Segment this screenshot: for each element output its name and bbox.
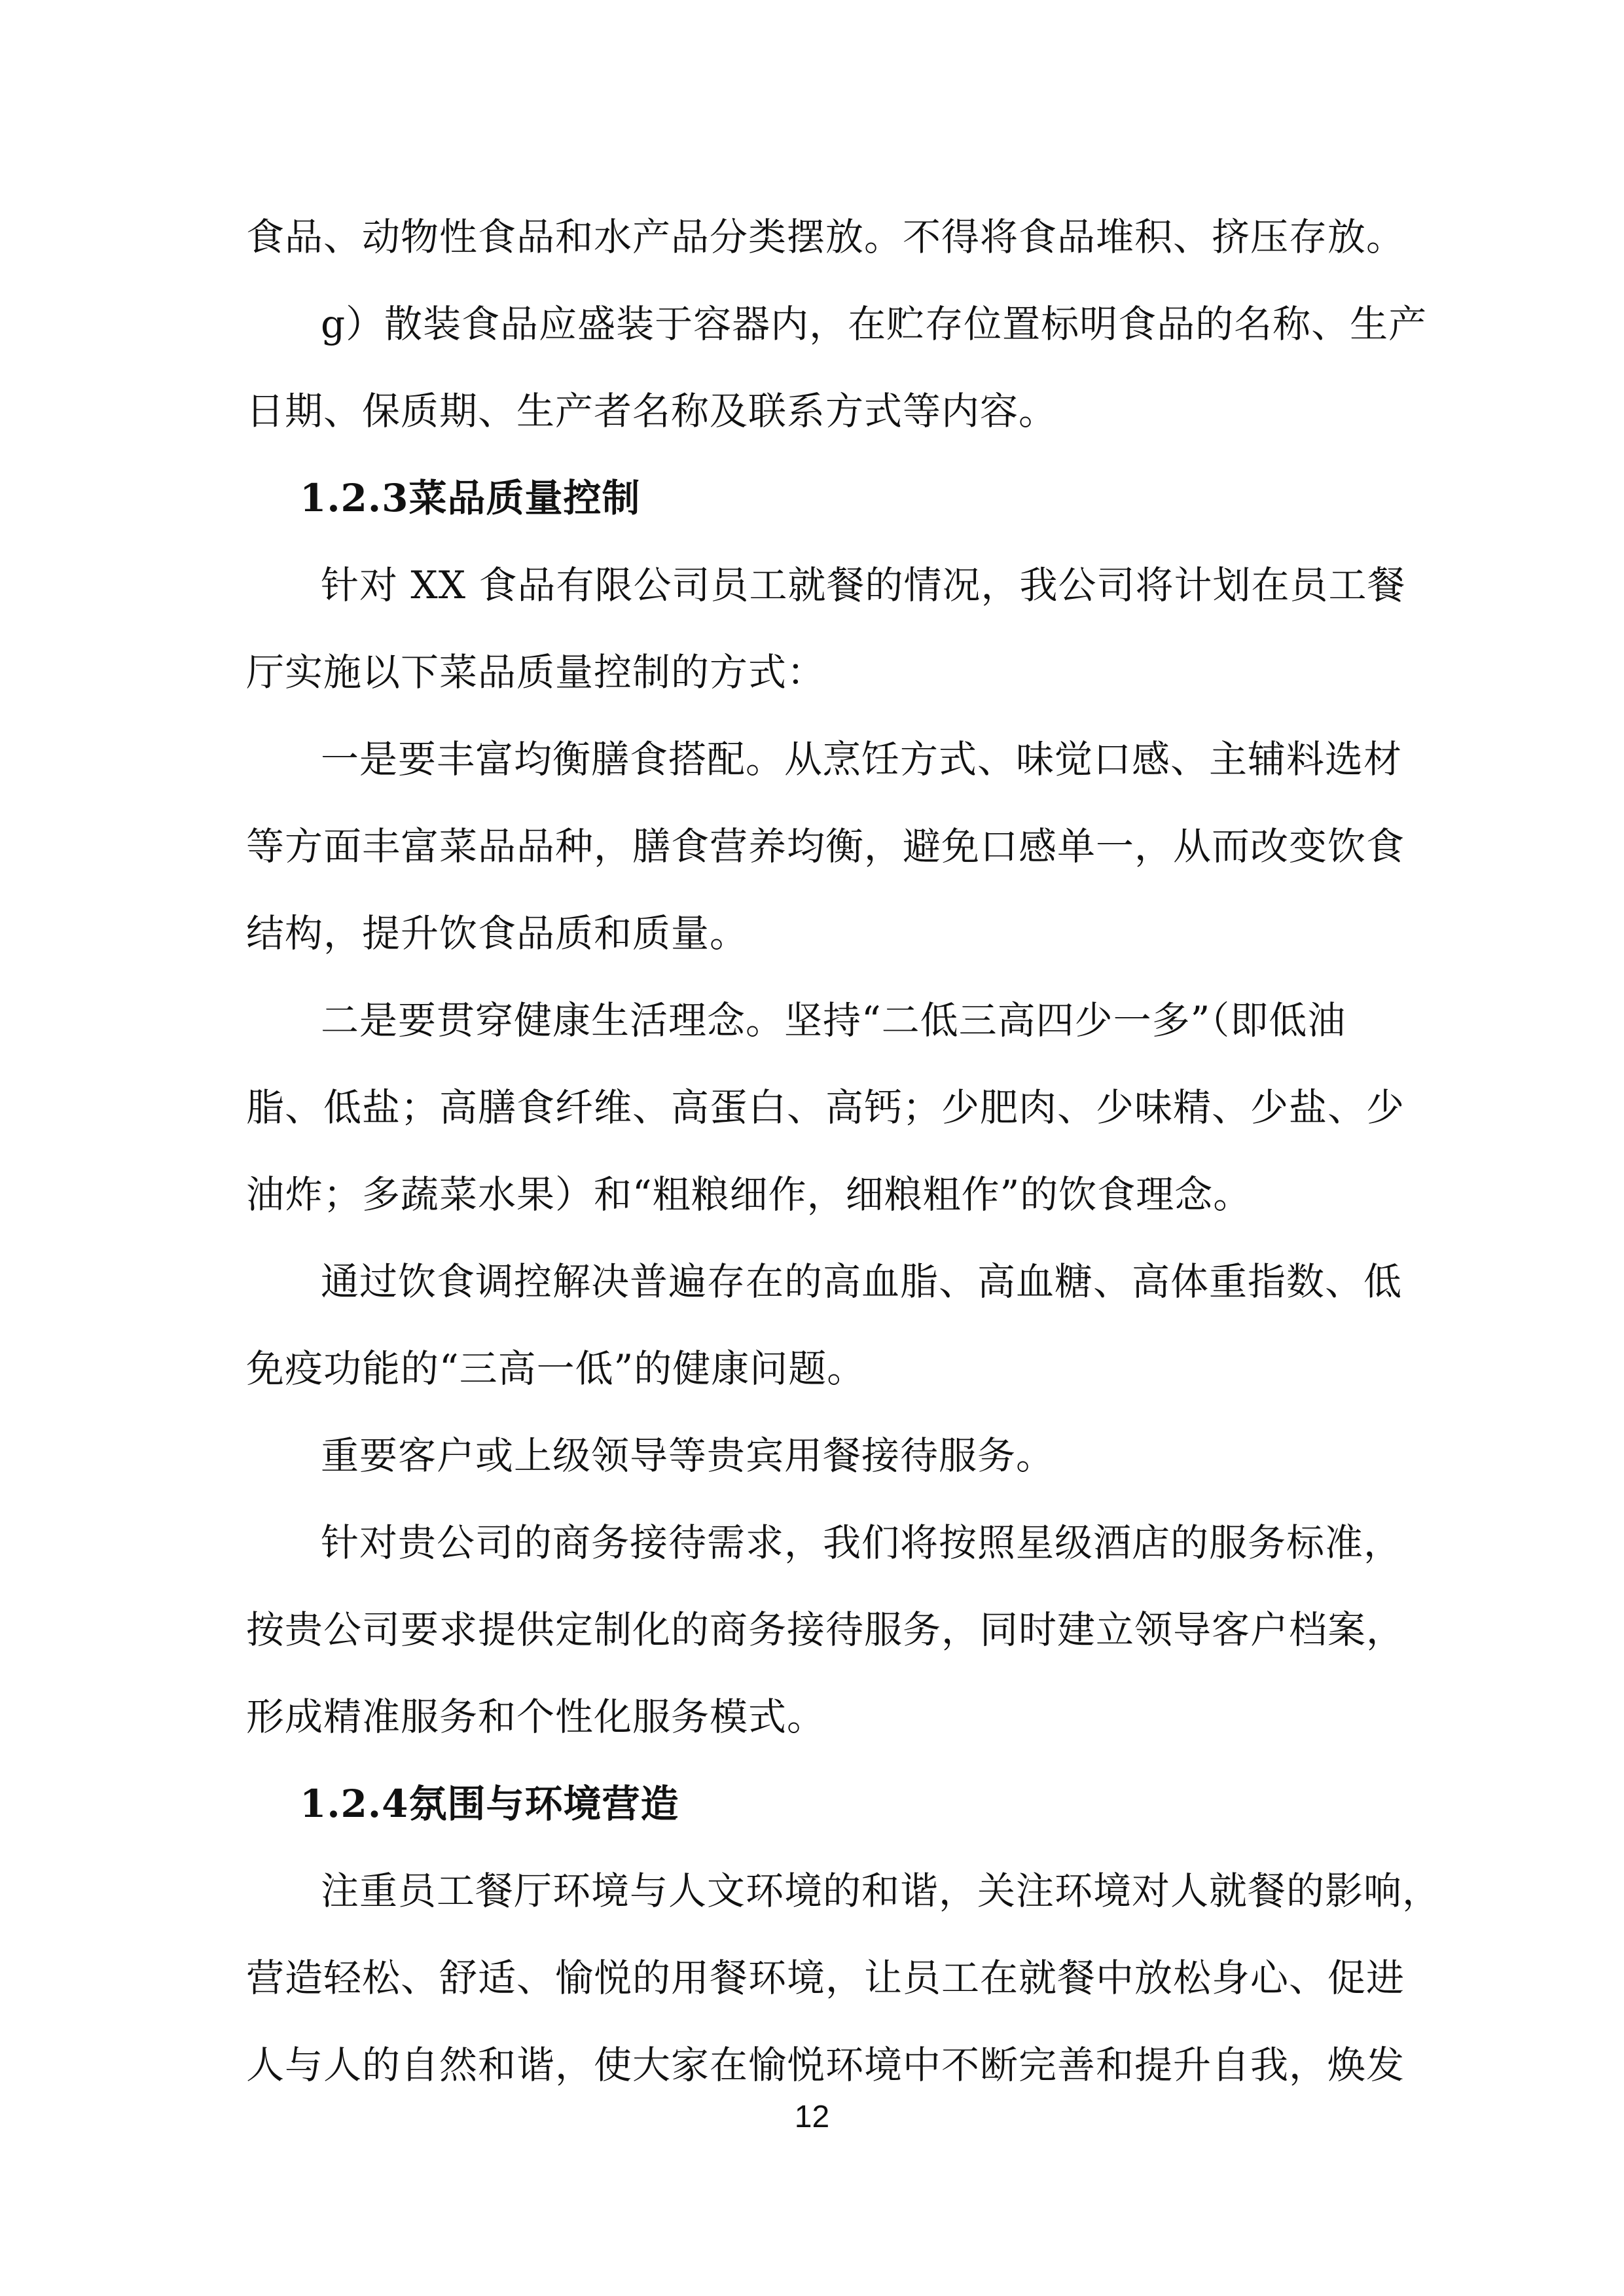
paragraph-line: 人与人的自然和谐，使大家在愉悦环境中不断完善和提升自我，焕发: [246, 2043, 1405, 2087]
page-number: 12: [794, 2100, 830, 2134]
paragraph-line: 食品、动物性食品和水产品分类摆放。不得将食品堆积、挤压存放。: [246, 215, 1405, 259]
paragraph-line: 免疫功能的“三高一低”的健康问题。: [246, 1346, 866, 1391]
paragraph-line: 营造轻松、舒适、愉悦的用餐环境，让员工在就餐中放松身心、促进: [246, 1956, 1405, 2000]
paragraph-line: 等方面丰富菜品品种，膳食营养均衡，避免口感单一，从而改变饮食: [246, 824, 1405, 869]
paragraph-line: 按贵公司要求提供定制化的商务接待服务，同时建立领导客户档案，: [246, 1607, 1405, 1652]
paragraph-line: 通过饮食调控解决普遍存在的高血脂、高血糖、高体重指数、低: [321, 1259, 1403, 1304]
section-heading-1-2-4: 1.2.4氛围与环境营造: [300, 1782, 679, 1826]
paragraph-line: 油炸；多蔬菜水果）和“粗粮细作，细粮粗作”的饮食理念。: [246, 1172, 1252, 1217]
paragraph-line: 厅实施以下菜品质量控制的方式：: [246, 650, 826, 694]
paragraph-line: 日期、保质期、生产者名称及联系方式等内容。: [246, 389, 1058, 433]
paragraph-line: 结构，提升饮食品质和质量。: [246, 911, 749, 956]
paragraph-line: 脂、低盐；高膳食纤维、高蛋白、高钙；少肥肉、少味精、少盐、少: [246, 1085, 1405, 1130]
paragraph-line: g）散装食品应盛装于容器内，在贮存位置标明食品的名称、生产: [321, 302, 1428, 346]
paragraph-line: 重要客户或上级领导等贵宾用餐接待服务。: [321, 1433, 1055, 1478]
paragraph-line: 一是要丰富均衡膳食搭配。从烹饪方式、味觉口感、主辅料选材: [321, 737, 1403, 781]
section-heading-1-2-3: 1.2.3菜品质量控制: [300, 476, 641, 520]
paragraph-line: 二是要贯穿健康生活理念。坚持“二低三高四少一多”（即低油: [321, 998, 1346, 1043]
paragraph-line: 注重员工餐厅环境与人文环境的和谐，关注环境对人就餐的影响，: [321, 1869, 1441, 1913]
paragraph-line: 针对贵公司的商务接待需求，我们将按照星级酒店的服务标准，: [321, 1520, 1403, 1565]
paragraph-line: 针对 XX 食品有限公司员工就餐的情况，我公司将计划在员工餐: [321, 563, 1406, 607]
paragraph-line: 形成精准服务和个性化服务模式。: [246, 1695, 826, 1739]
